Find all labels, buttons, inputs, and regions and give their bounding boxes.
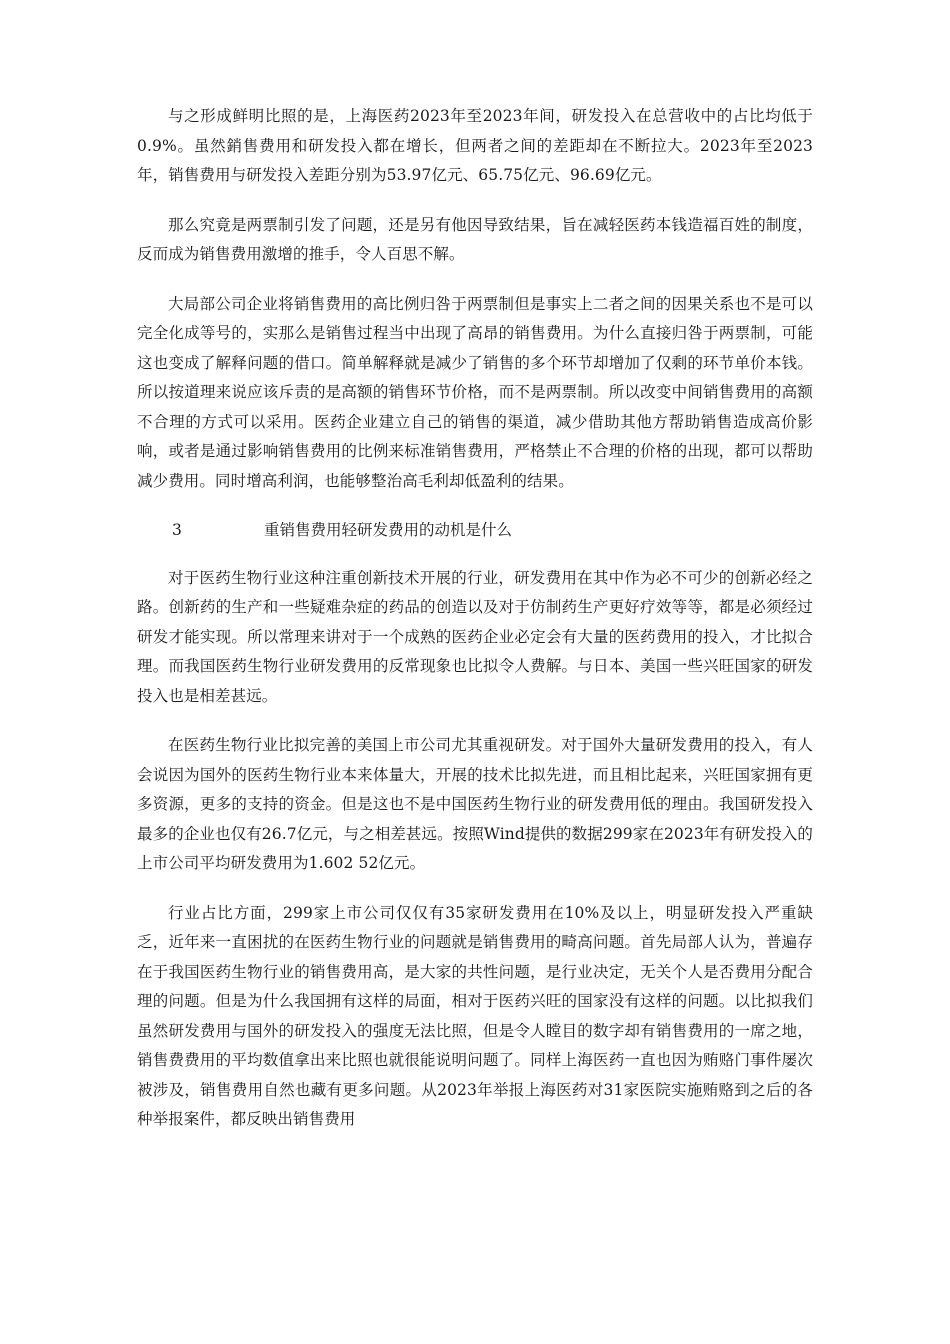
paragraph: 对于医药生物行业这种注重创新技术开展的行业，研发费用在其中作为必不可少的创新必经之路。创新药的生产和一些疑难杂症的药品的创造以及对于仿制药生产更好疗效等等，都是必须经过研发才能实现。所以常理来讲对于一个成熟的医药企业必定会有大量的医药费用的投入，才比拟合理。而我国医药生物行业研发费用的反常现象也比拟令人费解。与日本、美国一些兴旺国家的研发投入也是相差甚远。: [137, 568, 813, 705]
paragraph: 在医药生物行业比拟完善的美国上市公司尤其重视研发。对于国外大量研发费用的投入，有人会说因为国外的医药生物行业本来体量大，开展的技术比拟先进，而且相比起来，兴旺国家拥有更多资源，更多的支持的资金。但是这也不是中国医药生物行业的研发费用低的理由。我国研发投入最多的企业也仅有26.7亿元，与之相差甚远。按照Wind提供的数据299家在2023年有研发投入的上市公司平均研发费用为1.602 52亿元。: [137, 736, 813, 872]
paragraph: 与之形成鲜明比照的是，上海医药2023年至2023年间，研发投入在总营收中的占比均低于0.9%。虽然銷售费用和研发投入都在增长，但两者之间的差距却在不断拉大。2023年至2023年，销售费用与研发投入差距分别为53.97亿元、65.75亿元、96.69亿元。: [137, 107, 813, 184]
section-heading: [137, 516, 813, 546]
document-page: [137, 102, 813, 1155]
section-number: 3: [172, 521, 182, 539]
paragraph: 大局部公司企业将销售费用的高比例归咎于两票制但是事实上二者之间的因果关系也不是可以完全化成等号的，实那么是销售过程当中出现了高昂的销售费用。为什么直接归咎于两票制，可能这也变成了解释问题的借口。简单解释就是减少了销售的多个环节却增加了仅剩的环节单价本钱。所以按道理来说应该斥责的是高额的销售环节价格，而不是两票制。所以改变中间销售费用的高额不合理的方式可以采用。医药企业建立自己的销售的渠道，减少借助其他方帮助销售造成高价影响，或者是通过影响销售费用的比例来标准销售费用，严格禁止不合理的价格的出现，都可以帮助减少费用。同时增高利润，也能够整治高毛利却低盈利的结果。: [137, 294, 813, 490]
paragraph: 行业占比方面，299家上市公司仅仅有35家研发费用在10%及以上，明显研发投入严重缺乏，近年来一直困扰的在医药生物行业的问题就是销售费用的畸高问题。首先局部人认为，普遍存在于我国医药生物行业的销售费用高，是大家的共性问题，是行业决定，无关个人是否费用分配合理的问题。但是为什么我国拥有这样的局面，相对于医药兴旺的国家没有这样的问题。以比拟我们虽然研发费用与国外的研发投入的强度无法比照，但是令人瞠目的数字却有销售费用的一席之地，销售费费用的平均数值拿出来比照也就很能说明问题了。同样上海医药一直也因为贿赂门事件屡次被涉及，销售费用自然也藏有更多问题。从2023年举报上海医药对31家医院实施贿赂到之后的各种举报案件，都反映出销售费用: [137, 903, 813, 1128]
paragraph: 那么究竟是两票制引发了问题，还是另有他因导致结果，旨在减轻医药本钱造福百姓的制度，反而成为销售费用激增的推手，令人百思不解。: [137, 215, 813, 263]
section-title: 重销售费用轻研发费用的动机是什么: [264, 521, 513, 539]
